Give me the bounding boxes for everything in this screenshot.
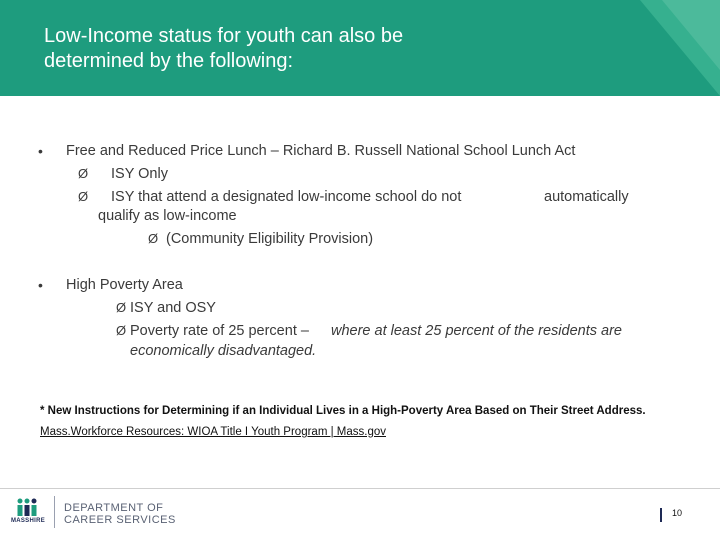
dept-name-line-2: CAREER SERVICES <box>64 514 176 526</box>
sub-text-poverty-italic: where at least 25 percent of the residents are <box>331 323 622 339</box>
resource-link[interactable]: Mass.Workforce Resources: WIOA Title I Youth Program | Mass.gov <box>40 426 386 438</box>
title-line-2: determined by the following: <box>44 50 294 72</box>
bullet-marker: • <box>38 143 43 159</box>
arrow-bullet-icon: Ø <box>78 166 89 181</box>
dept-name-line-1: DEPARTMENT OF <box>64 502 164 514</box>
sub-text-automatically: automatically <box>544 189 629 205</box>
title-line-1: Low-Income status for youth can also be <box>44 25 404 47</box>
arrow-bullet-icon: Ø <box>78 189 89 204</box>
logo-wordmark: MASSHIRE <box>10 518 46 524</box>
sub-text-isy-only: ISY Only <box>111 166 168 182</box>
sub-text-low-income-school: ISY that attend a designated low-income school do not <box>111 189 462 205</box>
arrow-bullet-icon: Ø <box>116 300 127 315</box>
arrow-bullet-icon: Ø <box>116 323 127 338</box>
sub-text-cep: (Community Eligibility Provision) <box>166 231 374 247</box>
page-number-bar <box>660 508 662 522</box>
sub-text-poverty-italic-cont: economically disadvantaged. <box>130 343 317 359</box>
bullet-text-free-lunch: Free and Reduced Price Lunch – Richard B. Russell National School Lunch Act <box>66 143 576 159</box>
arrow-bullet-icon: Ø <box>148 231 159 246</box>
footer-separator <box>54 496 55 528</box>
bullet-text-high-poverty: High Poverty Area <box>66 277 183 293</box>
footer-divider <box>0 488 720 489</box>
instruction-note: * New Instructions for Determining if an Individual Lives in a High-Poverty Area Based on Their Street Address. <box>40 405 646 417</box>
page-number: 10 <box>672 508 683 518</box>
sub-text-continuation: qualify as low-income <box>98 208 237 224</box>
masshire-logo-icon <box>6 496 46 530</box>
bullet-marker: • <box>38 277 43 293</box>
sub-text-isy-osy: ISY and OSY <box>130 300 216 316</box>
sub-text-poverty-rate: Poverty rate of 25 percent – <box>130 323 309 339</box>
